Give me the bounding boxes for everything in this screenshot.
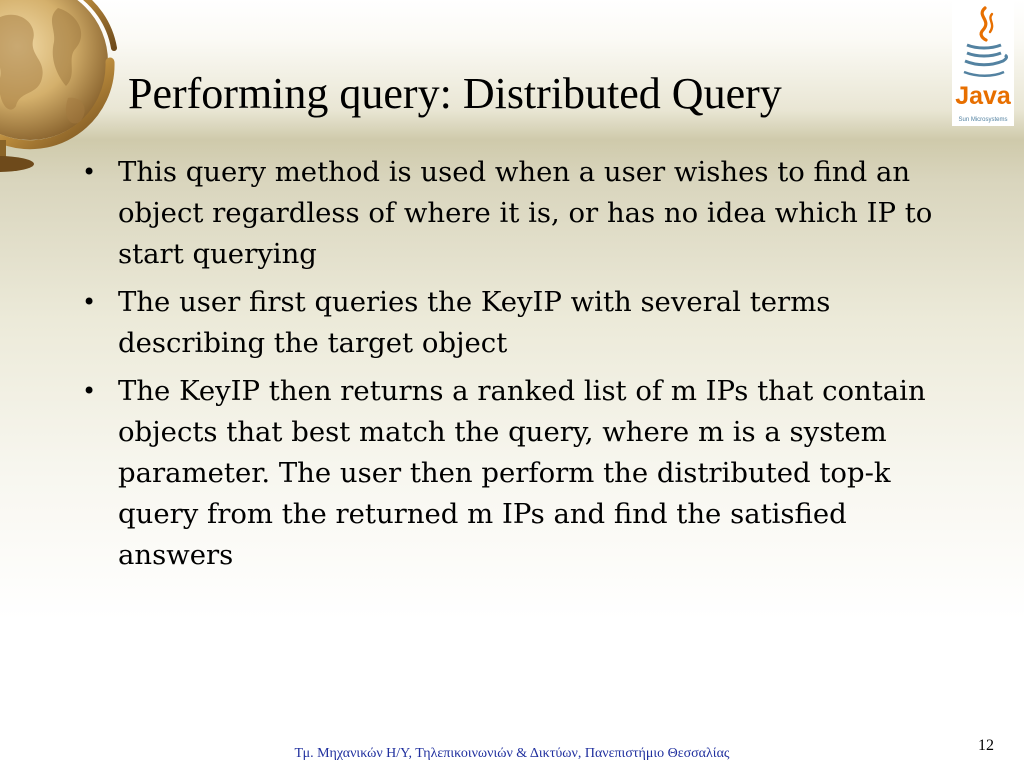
bullet-text: This query method is used when a user wishes to find an object regardless of where it is, or has no idea which IP to start querying xyxy=(118,156,933,270)
java-logo-icon xyxy=(952,0,1014,126)
bullet-marker: • xyxy=(82,158,97,186)
bullet-text: The KeyIP then returns a ranked list of m IPs that contain objects that best match the query, where m is a system parameter. The user then perform the distributed top-k query from the returned m IPs and find the satisfied answers xyxy=(118,375,926,571)
bullet-item xyxy=(80,282,970,364)
bullet-marker: • xyxy=(82,377,97,405)
page-number: 12 xyxy=(978,737,994,754)
slide-title: Performing query: Distributed Query xyxy=(128,69,782,118)
java-wordmark: Java xyxy=(955,82,1011,110)
bullet-marker: • xyxy=(82,288,97,316)
bullet-list xyxy=(80,152,970,583)
bullet-item xyxy=(80,152,970,275)
bullet-item xyxy=(80,371,970,576)
slide-footer: Τμ. Μηχανικών Η/Υ, Τηλεπικοινωνιών & Δικτύων, Πανεπιστήμιο Θεσσαλίας xyxy=(294,746,730,761)
bullet-text: The user first queries the KeyIP with several terms describing the target object xyxy=(118,286,831,359)
java-tagline: Sun Microsystems xyxy=(958,117,1008,123)
